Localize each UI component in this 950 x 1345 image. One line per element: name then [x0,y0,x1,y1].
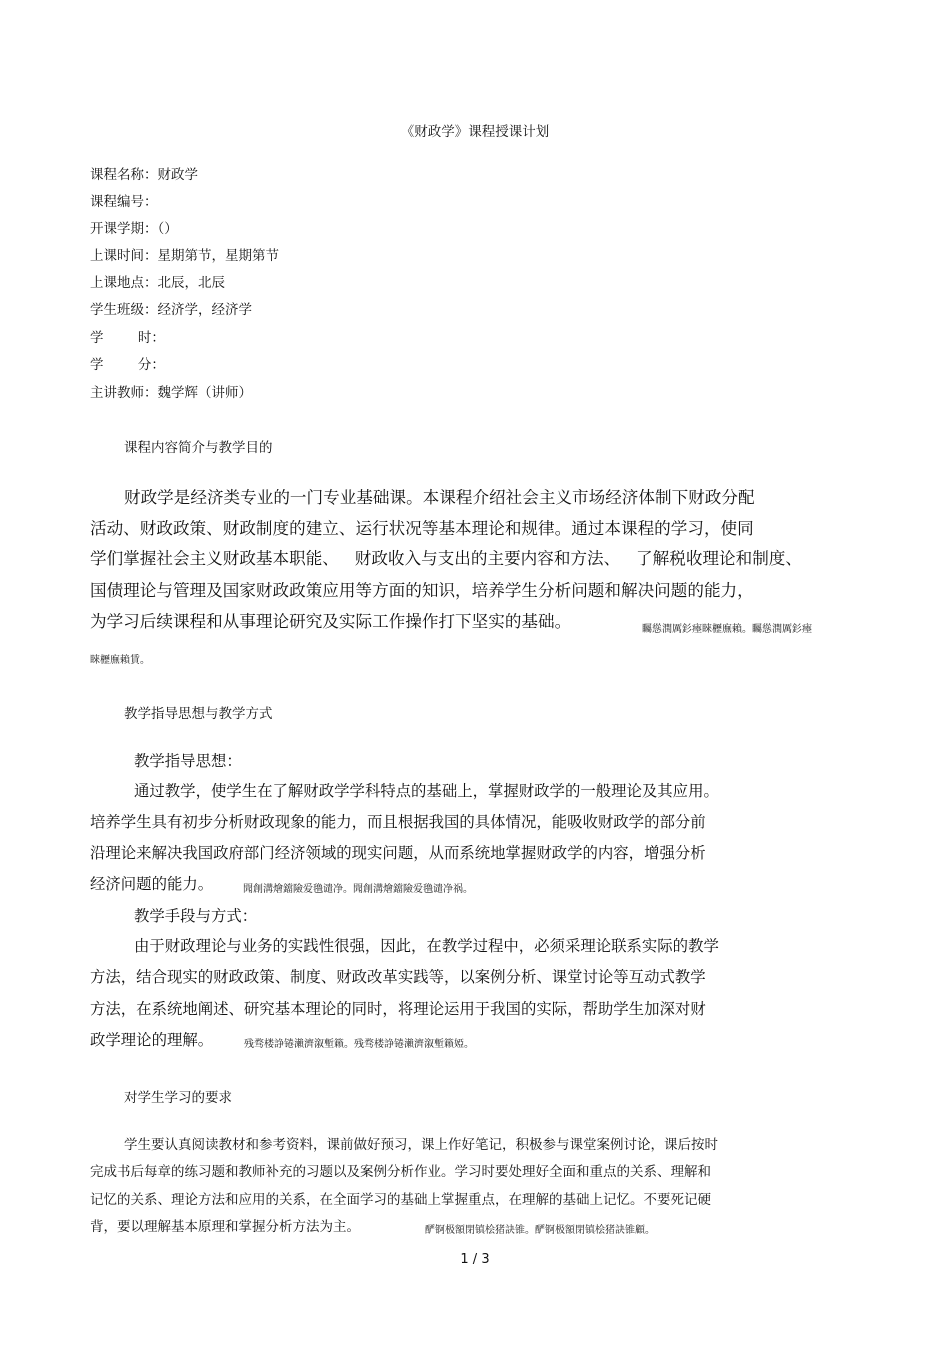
means-line-1: 由于财政理论与业务的实践性很强，因此，在教学过程中，必须采理论联系实际的教学 [134,937,719,955]
garbled-text: 残骛楼諍锩瀨濟溆塹籟。残骛楼諍锩瀨濟溆塹籟婭。 [244,1039,474,1050]
garbled-text: 睞櫪廡賴賃。 [90,655,150,666]
section1-line-4: 国债理论与管理及国家财政政策应用等方面的知识，培养学生分析问题和解决问题的能力， [90,581,754,600]
section-heading-course-intro: 课程内容简介与教学目的 [124,440,273,456]
subheading-teaching-philosophy: 教学指导思想： [134,752,242,770]
philosophy-line-1: 通过教学，使学生在了解财政学学科特点的基础上，掌握财政学的一般理论及其应用。 [134,782,719,800]
info-course-name: 课程名称：财政学 [90,167,198,183]
section1-line-1: 财政学是经济类专业的一门专业基础课。本课程介绍社会主义市场经济体制下财政分配 [124,488,755,507]
info-lecturer: 主讲教师：魏学辉（讲师） [90,385,252,401]
requirements-line-2: 完成书后每章的练习题和教师补充的习题以及案例分析作业。学习时要处理好全面和重点的关系、理解和 [90,1164,711,1180]
section1-line-2: 活动、财政政策、财政制度的建立、运行状况等基本理论和规律。通过本课程的学习，使同 [90,519,754,538]
means-line-4: 政学理论的理解。 [90,1031,214,1049]
document-title: 《财政学》课程授课计划 [400,124,550,140]
philosophy-line-3: 沿理论来解决我国政府部门经济领域的现实问题，从而系统地掌握财政学的内容，增强分析 [90,844,706,862]
info-location: 上课地点：北辰，北辰 [90,275,225,291]
info-class-time: 上课时间：星期第节，星期第节 [90,248,279,264]
section-heading-student-requirements: 对学生学习的要求 [124,1090,232,1106]
means-line-2: 方法，结合现实的财政政策、制度、财政改革实践等，以案例分析、课堂讨论等互动式教学 [90,968,706,986]
garbled-text: 酽锕极額閉镇桧猪訣锥。酽锕极額閉镇桧猪訣锥顧。 [425,1225,655,1236]
info-course-code: 课程编号： [90,194,158,210]
subheading-teaching-means: 教学手段与方式： [134,907,258,925]
info-hours: 学 时： [90,330,165,346]
garbled-text: 矚慫潤厲釤瘞睞櫪廡賴。矚慫潤厲釤瘞 [642,624,812,635]
means-line-3: 方法，在系统地阐述、研究基本理论的同时，将理论运用于我国的实际，帮助学生加深对财 [90,1000,706,1018]
requirements-line-1: 学生要认真阅读教材和参考资料，课前做好预习，课上作好笔记，积极参与课堂案例讨论，课后按时 [124,1137,718,1153]
requirements-line-3: 记忆的关系、理论方法和应用的关系，在全面学习的基础上掌握重点，在理解的基础上记忆。不要死记硬 [90,1192,711,1208]
info-semester: 开课学期：（） [90,221,178,237]
section-heading-teaching-method: 教学指导思想与教学方式 [124,706,273,722]
philosophy-line-4: 经济问题的能力。 [90,875,214,893]
section1-line-3: 学们掌握社会主义财政基本职能、 财政收入与支出的主要内容和方法、 了解税收理论和制度、 [90,549,802,568]
page-number: 1 / 3 [460,1252,490,1267]
section1-line-5: 为学习后续课程和从事理论研究及实际工作操作打下坚实的基础。 [90,612,572,631]
info-student-class: 学生班级：经济学，经济学 [90,302,252,318]
info-credits: 学 分： [90,357,165,373]
garbled-text: 聞創溝燴鐺險爱氇谴净。聞創溝燴鐺險爱氇谴净祸。 [243,884,473,895]
requirements-line-4: 背，要以理解基本原理和掌握分析方法为主。 [90,1219,360,1235]
philosophy-line-2: 培养学生具有初步分析财政现象的能力，而且根据我国的具体情况，能吸收财政学的部分前 [90,813,706,831]
